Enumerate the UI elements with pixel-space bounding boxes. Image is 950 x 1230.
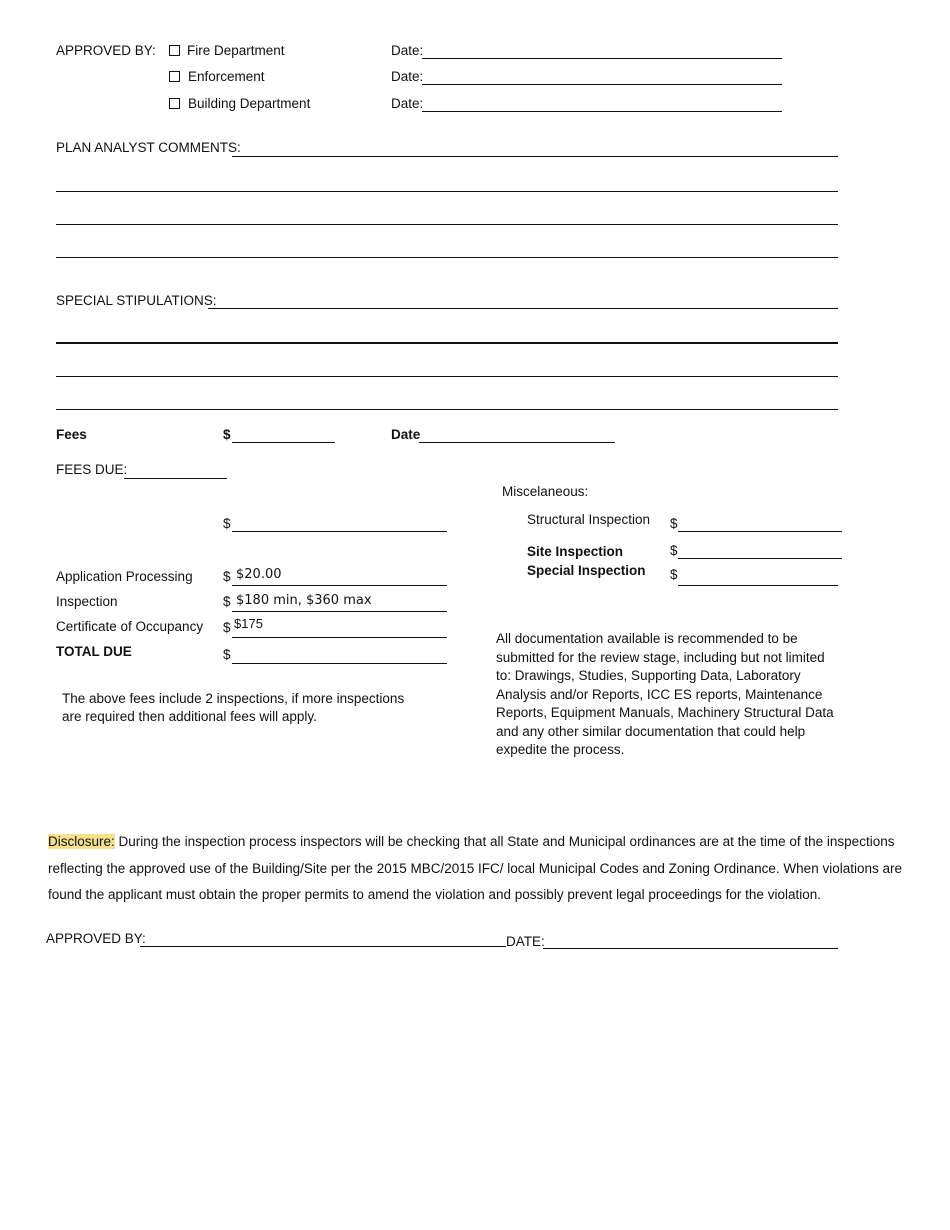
structural-inspection-label: Structural Inspection (527, 512, 651, 527)
certificate-occupancy-field[interactable] (232, 637, 447, 638)
application-processing-value: $20.00 (236, 567, 282, 582)
final-approved-by-field[interactable] (140, 946, 506, 947)
stipulations-line-4[interactable] (56, 409, 838, 410)
inspection-currency: $ (223, 594, 231, 609)
disclosure-text-1: During the inspection process inspectors will be checking that all State and Municipal ordinances are at the time of the inspections (114, 834, 895, 849)
fees-due-field[interactable] (124, 478, 227, 479)
miscellaneous-label: Miscelaneous: (502, 484, 589, 499)
structural-inspection-currency: $ (670, 516, 678, 531)
enforcement-date-field[interactable] (422, 84, 782, 85)
disclosure-line-1 (48, 834, 894, 849)
disclosure-line-2: reflecting the approved use of the Building/Site per the 2015 MBC/2015 IFC/ local Municipal Codes and Zoning Ordinance. When violations are (48, 861, 902, 876)
plan-comments-line-4[interactable] (56, 257, 838, 258)
fire-department-checkbox[interactable] (169, 45, 180, 56)
inspection-field[interactable] (232, 611, 447, 612)
structural-inspection-field[interactable] (678, 531, 842, 532)
special-inspection-field[interactable] (678, 585, 838, 586)
fire-department-date-label: Date: (391, 43, 424, 58)
fees-date-field[interactable] (419, 442, 615, 443)
building-department-label: Building Department (188, 96, 311, 111)
certificate-occupancy-label: Certificate of Occupancy (56, 619, 204, 634)
certificate-occupancy-value: $175 (234, 616, 263, 631)
fees-date-label: Date (391, 427, 421, 442)
fees-currency: $ (223, 427, 231, 442)
enforcement-label: Enforcement (188, 69, 265, 84)
approved-by-label: APPROVED BY: (56, 43, 156, 58)
stipulations-line-2[interactable] (56, 342, 838, 344)
final-date-label: DATE: (506, 934, 545, 949)
plan-comments-line-2[interactable] (56, 191, 838, 192)
plan-comments-line-3[interactable] (56, 224, 838, 225)
stipulations-line-1[interactable] (208, 308, 838, 309)
site-inspection-field[interactable] (678, 558, 842, 559)
enforcement-checkbox[interactable] (169, 71, 180, 82)
disclosure-label: Disclosure: (48, 834, 115, 849)
special-inspection-currency: $ (670, 567, 678, 582)
final-date-field[interactable] (543, 948, 838, 949)
blank-fee-currency: $ (223, 516, 231, 531)
certificate-occupancy-currency: $ (223, 620, 231, 635)
fees-due-label: FEES DUE: (56, 462, 128, 477)
total-due-currency: $ (223, 647, 231, 662)
documentation-note: All documentation available is recommended to be submitted for the review stage, including but not limited to: Drawings, Studies, Supporting Data, Laboratory Analysis and/or Reports, ICC ES reports, Maintenance Reports, Equipment Manuals, Machinery Structural Data and any other similar documentation that could help expedite the process. (496, 631, 834, 757)
total-due-field[interactable] (232, 663, 447, 664)
application-processing-label: Application Processing (56, 569, 193, 584)
site-inspection-currency: $ (670, 543, 678, 558)
inspection-label: Inspection (56, 594, 118, 609)
special-stipulations-label: SPECIAL STIPULATIONS: (56, 293, 217, 308)
application-processing-currency: $ (223, 569, 231, 584)
application-processing-field[interactable] (232, 585, 447, 586)
fire-department-date-field[interactable] (422, 58, 782, 59)
blank-fee-field[interactable] (232, 531, 447, 532)
enforcement-date-label: Date: (391, 69, 424, 84)
fire-department-label: Fire Department (187, 43, 285, 58)
building-department-date-field[interactable] (422, 111, 782, 112)
stipulations-line-3[interactable] (56, 376, 838, 377)
disclosure-line-3: found the applicant must obtain the proper permits to amend the violation and possibly prevent legal proceedings for the violation. (48, 887, 821, 902)
fees-note: The above fees include 2 inspections, if more inspections are required then additional fees will apply. (62, 691, 405, 724)
final-approved-by-label: APPROVED BY: (46, 931, 146, 946)
fees-amount-field[interactable] (232, 442, 335, 443)
special-inspection-label: Special Inspection (527, 563, 646, 578)
site-inspection-label: Site Inspection (527, 544, 624, 559)
plan-analyst-comments-label: PLAN ANALYST COMMENTS: (56, 140, 241, 155)
plan-comments-line-1[interactable] (232, 156, 838, 157)
fees-label: Fees (56, 427, 87, 442)
building-department-date-label: Date: (391, 96, 424, 111)
inspection-value: $180 min, $360 max (236, 593, 372, 608)
total-due-label: TOTAL DUE (56, 644, 132, 659)
building-department-checkbox[interactable] (169, 98, 180, 109)
